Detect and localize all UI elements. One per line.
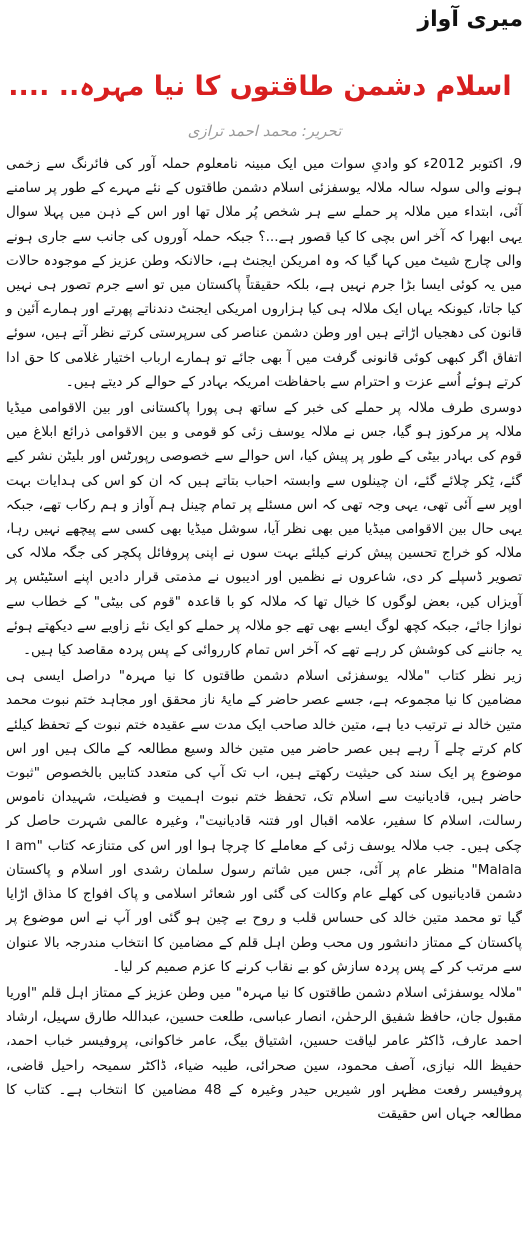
article-body <box>6 152 522 1128</box>
article-headline: اسلام دشمن طاقتوں کا نیا مہرہ.. .... <box>8 71 512 102</box>
article-paragraph: "ملالہ یوسفزئی اسلام دشمن طاقتوں کا نیا مہرہ" میں وطن عزیز کے ممتاز اہل قلم "اوریا مقبول جان، حافظ شفیق الرحمٰن، انصار عباسی، طلعت حسین، عبداللہ طارق سہیل، ارشاد احمد عارف، ڈاکٹر عامر لیاقت حسین، اشتیاق بیگ، عامر خاکوانی، پروفیسر خباب احمد، حفیظ اللہ نیازی، آصف محمود، سین صحرائی، طیبہ ضیاء، ڈاکٹر سمیحہ راحیل قاضی، پروفیسر رفعت مظہر اور شیریں حیدر وغیرہ کے 48 مضامین کا انتخاب ہے۔ کتاب کا مطالعہ جہاں اس حقیقت <box>6 984 522 1122</box>
article-paragraph: دوسری طرف ملالہ پر حملے کی خبر کے ساتھ ہی پورا پاکستانی اور بین الاقوامی میڈیا ملالہ پر مرکوز ہو گیا، جس نے ملالہ یوسف زئی کو قومی و بین الاقوامی ذرائع ابلاغ میں قوم کی بہادر بیٹی کے طور پر پیش کیا، اس حوالے سے خصوصی رپورٹس اور بلیٹن نشر کیے گئے، ٹِکر چلائے گئے، ان چینلوں سے وابستہ احباب بتاتے ہیں کہ ان کو اس کی ہدایات بہت اوپر سے آئی تھی، یہی وجہ تھی کہ اس مسئلے پر تمام چینل ہم آواز و ہم رکاب تھے، جبکہ یہی حال بین الاقوامی میڈیا میں بھی نظر آیا، سوشل میڈیا بھی کسی سے پیچھے نہیں رہا، ملالہ کو خراج تحسین پیش کرنے کیلئے بہت سوں نے اپنی پروفائل پکچر کی جگہ ملالہ کی تصویر ڈسپلے کر دی، شاعروں نے نظمیں اور ادیبوں نے مذمتی قرار دادیں اپنے اسٹیٹس پر آویزاں کیں، بعض لوگوں کا خیال تھا کہ ملالہ کو با قاعدہ "قوم کی بیٹی" کے خطاب سے نوازا جائے، جبکہ کچھ لوگ ایسے بھی تھے جو ملالہ پر حملے کو ایک نئے زاویے سے دیکھتے ہوئے یہ جاننے کی کوشش کر رہے تھے کہ آخر اس تمام کارروائی کے پس پردہ مقاصد کیا ہیں۔ <box>5 400 522 659</box>
article-paragraph: 9، اکتوبر 2012ء کو وادیِ سوات میں ایک مبینہ نامعلوم حملہ آور کی فائرنگ سے زخمی ہونے والی سولہ سالہ ملالہ یوسفزئی اسلام دشمن طاقتوں کے نئے مہرے کے طور پر سامنے آئی، ابتداء میں ملالہ پر حملے سے ہر شخص پُر ملال تھا اور اس کے ذہن میں پہلا سوال یہی ابھرا کہ آخر اس بچی کا کیا قصور ہے...؟ جبکہ حملہ آوروں کی جانب سے جاری ہونے والی چارج شیٹ میں کہا گیا کہ وہ امریکن ایجنٹ ہے، حالانکہ وطن عزیز کے موجودہ حالات میں یہ کوئی ایسا بڑا جرم نہیں ہے، بلکہ حقیقتاً پاکستان میں تو اسے جرم تصور ہی نہیں کیا جاتا، کیونکہ یہاں ایک ملالہ ہی کیا ہزاروں امریکی ایجنٹ دندناتے پھرتے اور ہمارے آئین و قانون کی دھجیاں اڑاتے ہیں اور وطن دشمن عناصر کی سرپرستی کرتے نظر آتے ہیں، سوئے اتفاق اگر کبھی کوئی قانونی گرفت میں آ بھی جائے تو ہمارے ارباب اختیار غلامی کا حق ادا کرتے ہوئے اُسے عزت و احترام سے باحفاظت امریکہ بہادر کے حوالے کر دیتے ہیں۔ <box>6 156 522 390</box>
article-paragraph: زیر نظر کتاب "ملالہ یوسفزئی اسلام دشمن طاقتوں کا نیا مہرہ" دراصل ایسی ہی مضامین کا نیا مجموعہ ہے، جسے عصر حاضر کے مایۂ ناز محقق اور مجاہد ختم نبوت محمد متین خالد نے ترتیب دیا ہے، متین خالد صاحب ایک مدت سے عقیدہ ختم نبوت کے تحفظ کیلئے کام کرتے چلے آ رہے ہیں عصر حاضر میں متین خالد وسیع مطالعہ کے مالک ہیں اور اس موضوع پر ایک سند کی حیثیت رکھتے ہیں، اب تک آپ کی متعدد کتابیں بالخصوص "ثبوت حاضر ہیں، قادیانیت سے اسلام تک، تحفظ ختم نبوت اہمیت و فضیلت، شہیدان ناموس رسالت، اسلام کا سفیر، علامہ اقبال اور فتنہ قادیانیت"، وغیرہ عالمی شہرت حاصل کر چکی ہیں۔ جب ملالہ یوسف زئی کے معاملے کا چرچا ہوا اور اس کی متنازعہ کتاب "I am Malala" منظر عام پر آئی، جس میں شاتم رسول سلمان رشدی اور اسلام و پاکستان دشمن قادیانیوں کی کھلے عام وکالت کی گئی اور شعائر اسلامی و پاک افواج کا مذاق اڑایا گیا تو محمد متین خالد کی حساس قلب و روح بے چین ہو گئی اور آپ نے اس موضوع پر پاکستان کے ممتاز دانشور وں محب وطن اہل قلم کے مضامین کا انتخاب مندرجہ بالا عنوان سے مرتب کر کے پس پردہ سازش کو بے نقاب کرنے کا عزم صمیم کر لیا۔ <box>6 668 523 975</box>
page-header <box>0 0 529 118</box>
article-byline: تحریر: محمد احمد ترازی <box>187 122 342 140</box>
section-label: میری آواز <box>417 7 523 32</box>
